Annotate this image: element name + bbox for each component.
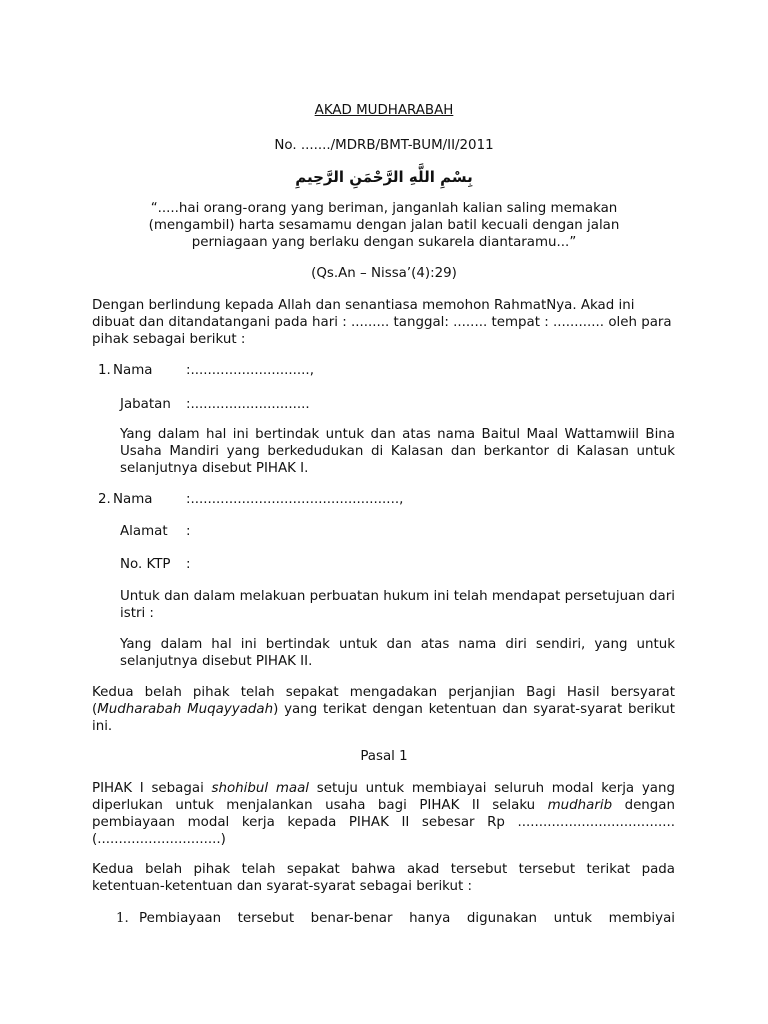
quote: “.....hai orang-orang yang beriman, janganlah kalian saling memakan (mengambil) harta sesamamu dengan jalan batil kecuali dengan jalan perniagaan yang berlaku dengan sukarela diantaramu...” (148, 201, 620, 250)
intro-paragraph: Dengan berlindung kepada Allah dan senantiasa memohon RahmatNya. Akad ini dibuat dan ditandatangani pada hari : ......... tanggal: ........ tempat : ............ oleh para pihak sebagai berikut : (92, 298, 672, 347)
agreement-text-a: Kedua belah pihak telah sepakat mengadakan perjanjian Bagi Hasil bersyarat ( (92, 685, 675, 717)
party1-name-value: :............................, (186, 363, 314, 378)
pasal1-text-b: setuju untuk membiayai seluruh modal kerja yang diperlukan untuk menjalankan usaha bagi PIHAK II selaku (92, 781, 675, 813)
party1-position-label: Jabatan (120, 397, 171, 412)
pasal1-item1-text: Pembiayaan tersebut benar-benar hanya digunakan untuk membiyai (139, 911, 675, 926)
pasal1-text-c: dengan pembiayaan modal kerja kepada PIHAK II sebesar Rp ..................................... (.............................) (92, 798, 675, 847)
agreement-term: Mudharabah Muqayyadah (97, 702, 274, 717)
party1-number: 1. (98, 363, 111, 378)
pasal1-heading: Pasal 1 (360, 749, 408, 764)
party2-consent: Untuk dan dalam melakuan perbuatan hukum ini telah mendapat persetujuan dari istri : (120, 589, 675, 621)
party1-name-label: Nama (113, 363, 153, 378)
agreement-paragraph (92, 684, 675, 735)
pasal1-item1-number: 1. (116, 911, 129, 926)
pasal1-text-a: PIHAK I sebagai (92, 781, 212, 796)
party2-address-value: : (186, 524, 191, 539)
party1-description: Yang dalam hal ini bertindak untuk dan atas nama Baitul Maal Wattamwiil Bina Usaha Mandiri yang berkedudukan di Kalasan dan berkantor di Kalasan untuk selanjutnya disebut PIHAK I. (120, 427, 675, 476)
pasal1-term-mudharib: mudharib (547, 798, 613, 813)
basmalah: بِسْمِ اللَّهِ الرَّحْمَنِ الرَّحِيمِ (295, 168, 473, 186)
party2-name-value: :................................................., (186, 492, 404, 507)
party1-position-value: :............................ (186, 397, 310, 412)
party2-address-label: Alamat (120, 524, 168, 539)
quote-source: (Qs.An – Nissa’(4):29) (311, 266, 457, 281)
party2-number: 2. (98, 492, 111, 507)
party2-ktp-value: : (186, 557, 191, 572)
pasal1-paragraph1 (92, 780, 675, 848)
party2-ktp-label: No. KTP (120, 557, 171, 572)
party2-name-label: Nama (113, 492, 153, 507)
contract-number: No. ......./MDRB/BMT-BUM/II/2011 (274, 138, 494, 153)
agreement-text-b: ) yang terikat dengan ketentuan dan syarat-syarat berikut ini. (92, 702, 675, 734)
pasal1-paragraph2: Kedua belah pihak telah sepakat bahwa akad tersebut tersebut terikat pada ketentuan-ketentuan dan syarat-syarat sebagai berikut : (92, 862, 675, 894)
document-title: AKAD MUDHARABAH (314, 103, 454, 118)
pasal1-term-shohibul: shohibul maal (211, 781, 310, 796)
party2-description: Yang dalam hal ini bertindak untuk dan atas nama diri sendiri, yang untuk selanjutnya disebut PIHAK II. (120, 637, 675, 669)
